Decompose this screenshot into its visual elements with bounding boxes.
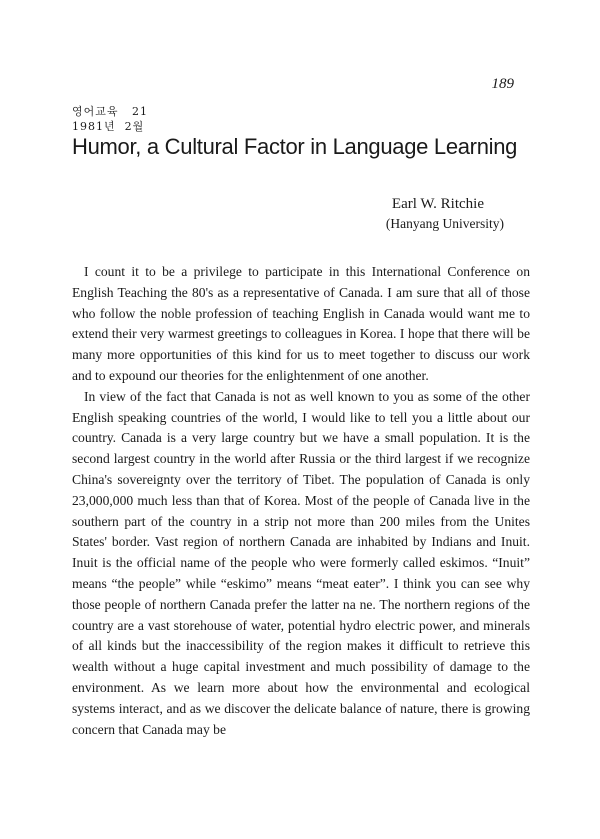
author-block — [385, 194, 504, 234]
article-body — [72, 262, 530, 740]
journal-date: 1981년 2월 — [72, 120, 145, 133]
author-name: Earl W. Ritchie — [391, 196, 484, 212]
journal-volume: 영어교육 21 — [72, 105, 148, 118]
author-affiliation: (Hanyang University) — [385, 216, 504, 231]
journal-info — [72, 104, 148, 134]
page-number: 189 — [491, 76, 514, 92]
article-title: Humor, a Cultural Factor in Language Learning — [72, 134, 518, 159]
paragraph: I count it to be a privilege to participate in this International Conference on English Teaching the 80's as a representative of Canada. I am sure that all of those who follow the noble profession of teaching English in Canada would want me to extend their very warmest greetings to colleagues in Korea. I hope that there will be many more opportunities of this kind for us to meet together to discuss our work and to expound our theories for the enlightenment of one another. — [72, 264, 530, 383]
paragraph: In view of the fact that Canada is not as well known to you as some of the other English speaking countries of the world, I would like to tell you a little about our country. Canada is a very large country but we have a small population. It is the second largest country in the world after Russia or the third largest if we recognize China's sovereignty over the territory of Tibet. The population of Canada is only 23,000,000 much less than that of Korea. Most of the people of Canada live in the southern part of the country in a strip not more than 200 miles from the Unites States' border. Vast region of northern Canada are inhabited by Indians and Inuit. Inuit is the official name of the people who were formerly called eskimos. “Inuit” means “the people” while “eskimo” means “meat eater”. I think you can see why those people of northern Canada prefer the latter na ne. The northern regions of the country are a vast storehouse of water, potential hydro electric power, and minerals of all kinds but the inaccessibility of the region makes it difficult to retrieve this wealth without a huge capital investment and much possibility of damage to the environment. As we learn more about how the environmental and ecological systems interact, and as we discover the delicate balance of nature, there is growing concern that Canada may be — [72, 388, 530, 737]
